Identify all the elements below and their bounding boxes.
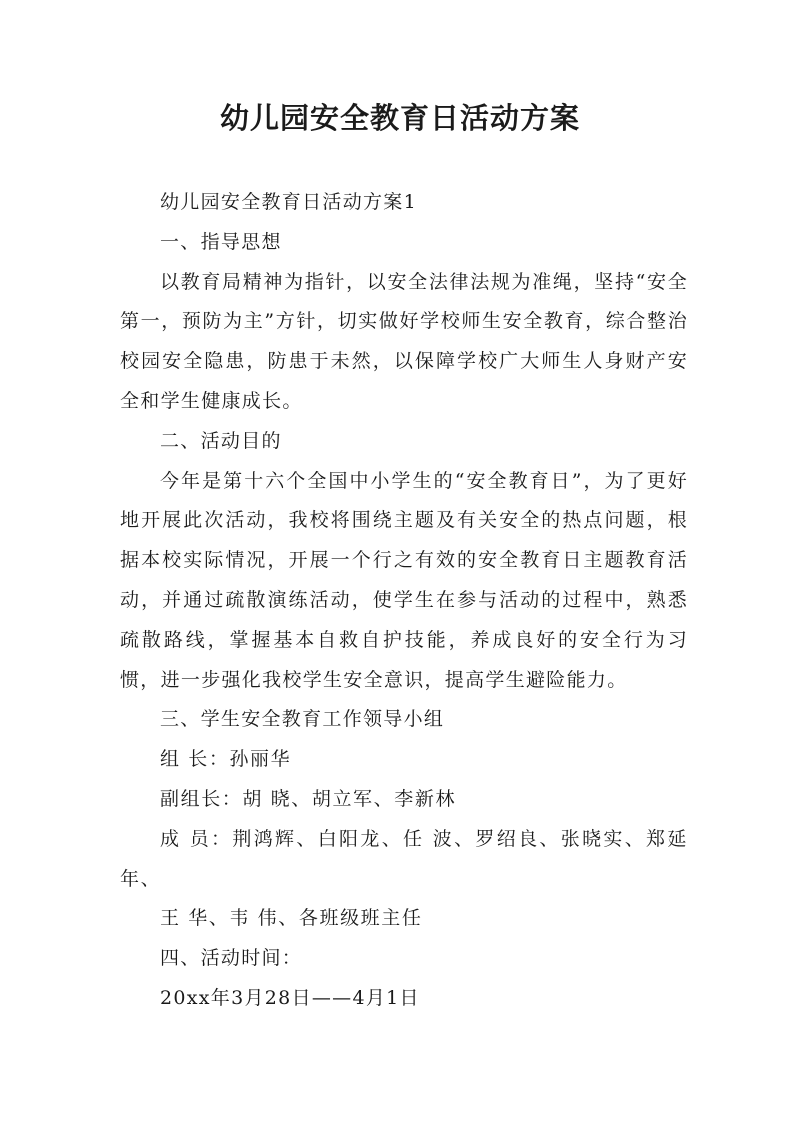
section-heading-leadership-group: 三、学生安全教育工作领导小组 <box>160 708 445 731</box>
section-heading-activity-purpose: 二、活动目的 <box>160 429 282 452</box>
document-body <box>120 183 688 1019</box>
section-heading-activity-time: 四、活动时间： <box>160 947 303 970</box>
section-heading-guiding-ideology: 一、指导思想 <box>160 230 282 253</box>
members-continued-line: 王 华、韦 伟、各班级班主任 <box>160 907 423 930</box>
activity-time-line: 20xx年3月28日——4月1日 <box>160 986 420 1009</box>
group-leader-line: 组 长：孙丽华 <box>160 748 292 771</box>
document-title: 幼儿园安全教育日活动方案 <box>219 101 580 135</box>
members-line: 成 员：荆鸿辉、白阳龙、任 波、罗绍良、张晓实、郑延年、 <box>120 827 688 890</box>
deputy-leader-line: 副组长：胡 晓、胡立军、李新林 <box>160 787 457 810</box>
activity-purpose-paragraph: 今年是第十六个全国中小学生的“安全教育日”，为了更好地开展此次活动，我校将围绕主题及有关安全的热点问题，根据本校实际情况，开展一个行之有效的安全教育日主题教育活动，并通过疏散演练活动，使学生在参与活动的过程中，熟悉疏散路线，掌握基本自救自护技能，养成良好的安全行为习惯，进一步强化我校学生安全意识，提高学生避险能力。 <box>120 469 688 691</box>
subtitle-paragraph: 幼儿园安全教育日活动方案1 <box>160 191 417 213</box>
guiding-ideology-paragraph: 以教育局精神为指针，以安全法律法规为准绳，坚持“安全第一，预防为主”方针，切实做好学校师生安全教育，综合整治校园安全隐患，防患于未然，以保障学校广大师生人身财产安全和学生健康成长。 <box>120 270 688 412</box>
